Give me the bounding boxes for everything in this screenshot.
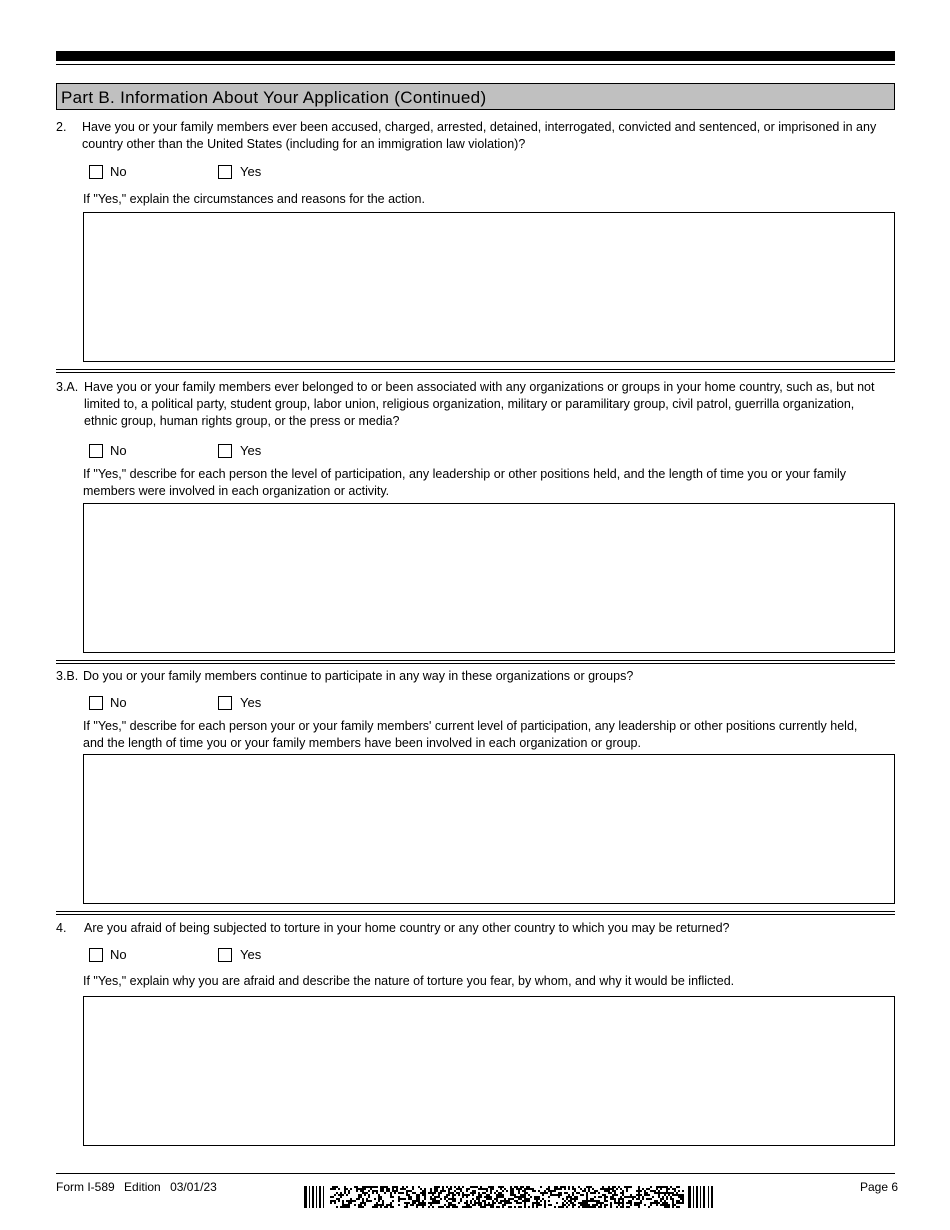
- section-divider: [56, 369, 895, 370]
- question-3b-text: Do you or your family members continue to participate in any way in these organizations or groups?: [83, 669, 634, 683]
- question-3a-followup-line: members were involved in each organization or activity.: [83, 484, 390, 498]
- barcode-pattern: [330, 1186, 684, 1208]
- question-2-yes-checkbox[interactable]: [218, 165, 232, 179]
- question-3a-followup-line: If "Yes," describe for each person the level of participation, any leadership or other positions held, and the length of time you or your family: [83, 467, 847, 481]
- question-3b-yes-checkbox[interactable]: [218, 696, 232, 710]
- question-3b-yes-label: Yes: [240, 695, 262, 710]
- question-4-number: 4.: [56, 921, 67, 935]
- question-3a-no-checkbox[interactable]: [89, 444, 103, 458]
- question-3a-yes-checkbox[interactable]: [218, 444, 232, 458]
- question-2-no-label: No: [110, 164, 127, 179]
- section-divider: [56, 663, 895, 664]
- part-title: Part B. Information About Your Application (Continued): [56, 83, 895, 110]
- question-3b-answer-box[interactable]: [83, 754, 895, 904]
- question-2-number: 2.: [56, 120, 67, 134]
- question-4-yes-checkbox[interactable]: [218, 948, 232, 962]
- question-3a-text-line: ethnic group, human rights group, or the press or media?: [84, 414, 400, 428]
- question-4-yes-label: Yes: [240, 947, 262, 962]
- question-4-followup: If "Yes," explain why you are afraid and describe the nature of torture you fear, by whom, and why it would be inflicted.: [83, 974, 735, 988]
- question-4-no-checkbox[interactable]: [89, 948, 103, 962]
- question-2-yes-label: Yes: [240, 164, 262, 179]
- section-divider: [56, 914, 895, 915]
- footer-form-info: [56, 1180, 217, 1194]
- question-3b-no-checkbox[interactable]: [89, 696, 103, 710]
- footer-page-number: Page 6: [860, 1180, 899, 1194]
- question-2-text-line: country other than the United States (including for an immigration law violation)?: [82, 137, 526, 151]
- question-4-text: Are you afraid of being subjected to torture in your home country or any other country to which you may be returned?: [84, 921, 730, 935]
- top-rule-thin: [56, 64, 895, 65]
- footer-form-id: Form I-589: [56, 1180, 115, 1194]
- question-3b-followup-line: and the length of time you or your family members have been involved in each organization or group.: [83, 736, 641, 750]
- question-3b-followup: [83, 718, 895, 752]
- question-2-text: [82, 119, 897, 153]
- question-2-text-line: Have you or your family members ever been accused, charged, arrested, detained, interrogated, convicted and sentenced, or imprisoned in any: [82, 120, 877, 134]
- question-2-no-checkbox[interactable]: [89, 165, 103, 179]
- question-3a-text-line: limited to, a political party, student group, labor union, religious organization, military or paramilitary group, civil patrol, guerrilla organization,: [84, 397, 855, 411]
- question-3a-no-label: No: [110, 443, 127, 458]
- question-2-followup: If "Yes," explain the circumstances and reasons for the action.: [83, 192, 425, 206]
- question-3a-answer-box[interactable]: [83, 503, 895, 653]
- question-4-answer-box[interactable]: [83, 996, 895, 1146]
- section-divider: [56, 660, 895, 661]
- footer-edition-date: 03/01/23: [170, 1180, 217, 1194]
- question-3a-number: 3.A.: [56, 380, 79, 394]
- footer-edition-label: Edition: [124, 1180, 161, 1194]
- question-3b-followup-line: If "Yes," describe for each person your or your family members' current level of participation, any leadership or other positions currently held,: [83, 719, 858, 733]
- section-divider: [56, 911, 895, 912]
- top-rule-thick: [56, 51, 895, 61]
- question-3a-followup: [83, 466, 895, 500]
- question-3b-number: 3.B.: [56, 669, 79, 683]
- question-3a-yes-label: Yes: [240, 443, 262, 458]
- section-divider: [56, 372, 895, 373]
- question-2-answer-box[interactable]: [83, 212, 895, 362]
- footer-rule: [56, 1173, 895, 1174]
- barcode-image: [304, 1186, 714, 1208]
- question-3b-no-label: No: [110, 695, 127, 710]
- question-4-no-label: No: [110, 947, 127, 962]
- question-3a-text-line: Have you or your family members ever belonged to or been associated with any organizations or groups in your home country, such as, but not: [84, 380, 875, 394]
- question-3a-text: [84, 379, 897, 430]
